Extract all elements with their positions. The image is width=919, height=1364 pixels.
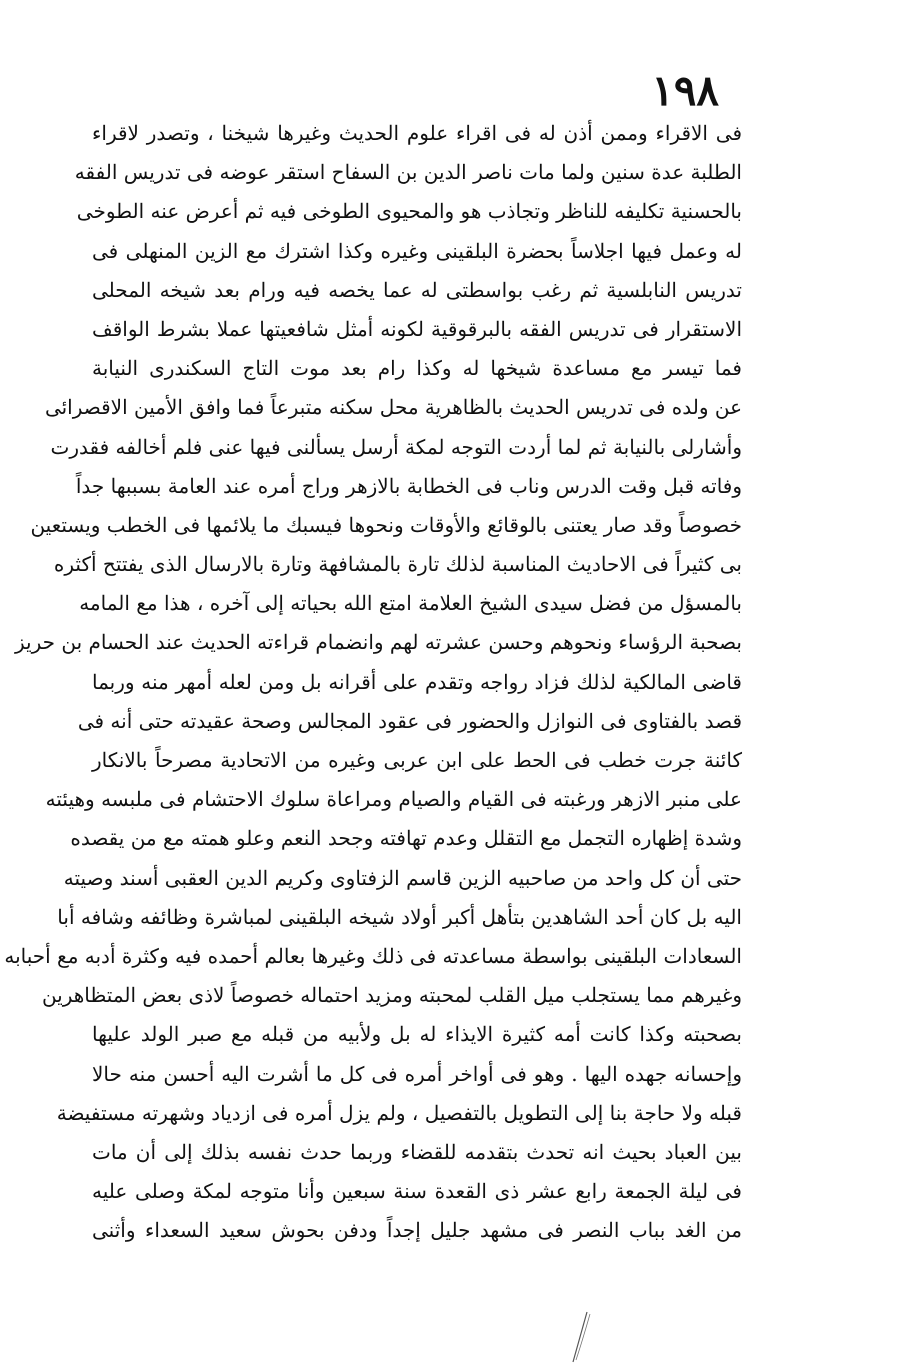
page-text-block [4,114,742,1250]
pen-stroke-mark [565,1310,595,1364]
text-line-7: فما تيسر مع مساعدة شيخها له وكذا رام بعد موت التاج السكندرى النيابة [92,356,742,381]
text-line-10: وفاته قبل وقت الدرس وناب فى الخطابة بالازهر وراج أمره عند العامة بسببها جداً [75,473,742,498]
text-line-19: وشدة إظهاره التجمل مع التقلل وعدم تهافته وجحد النعم وعلو همته مع من يقصده [70,826,742,851]
text-line-3: بالحسنية تكليفه للناظر وتجاذب هو والمحيوى الطوخى فيه ثم أعرض عنه الطوخى [76,199,742,224]
text-line-14: بصحبة الرؤساء ونحوهم وحسن عشرته لهم وانضمام قراءته الحديث عند الحسام بن حريز [14,630,742,655]
text-line-21: اليه بل كان أحد الشاهدين بتأهل أكبر أولاد شيخه البلقينى لمباشرة وظائفه وشافه أبا [57,904,742,929]
text-line-12: بى كثيراً فى الاحاديث المناسبة لذلك تارة بالمشافهة وتارة بالارسال الذى يفتتح أكثره [53,552,742,577]
text-line-5: تدريس النابلسية ثم رغب بواسطتى له عما يخصه فيه ورام بعد شيخه المحلى [92,277,742,302]
text-line-11: خصوصاً وقد صار يعتنى بالوقائع والأوقات ونحوها فيسبك ما يلائمها فى الخطب ويستعين [30,512,742,537]
text-line-4: له وعمل فيها اجلاساً بحضرة البلقينى وغيره وكذا اشترك مع الزين المنهلى فى [92,238,742,263]
text-line-22: السعادات البلقينى بواسطة مساعدته فى ذلك وغيرها بعالم أحمده فيه وكثرة أدبه مع أحبابه [4,943,742,968]
text-line-23: وغيرهم مما يستجلب ميل القلب لمحبته ومزيد احتماله خصوصاً لاذى بعض المتظاهرين [41,983,742,1008]
page-number: ١٩٨ [651,66,719,115]
text-line-27: بين العباد بحيث انه تحدث بتقدمه للقضاء وربما حدث نفسه بذلك إلى أن مات [92,1139,742,1164]
text-line-15: قاضى المالكية لذلك فزاد رواجه وتقدم على أقرانه بل ومن لعله أمهر منه وربما [92,669,742,694]
text-line-18: على منبر الازهر ورغبته فى القيام والصيام ومراعاة سلوك الاحتشام فى ملبسه وهيئته [45,787,742,812]
text-line-20: حتى أن كل واحد من صاحبيه الزين قاسم الزفتاوى وكريم الدين العقبى أسند وصيته [63,865,742,890]
text-line-8: عن ولده فى تدريس الحديث بالظاهرية محل سكنه متبرعاً فما وافق الأمين الاقصرائى [44,395,742,420]
text-line-26: قبله ولا حاجة بنا إلى التطويل بالتفصيل ، ولم يزل أمره فى ازدياد وشهرته مستفيضة [56,1100,742,1125]
text-line-9: وأشارلى بالنيابة ثم لما أردت التوجه لمكة أرسل يسألنى فيها عنى فلم أخالفه فقدرت [50,434,742,459]
text-line-6: الاستقرار فى تدريس الفقه بالبرقوقية لكونه أمثل شافعيتها عملا بشرط الواقف [92,316,742,341]
text-line-24: بصحبته وكذا كانت أمه كثيرة الايذاء له بل ولأبيه من قبله مع صبر الولد عليها [92,1022,742,1047]
text-line-29: من الغد بباب النصر فى مشهد جليل إجداً ودفن بحوش سعيد السعداء وأثنى [92,1218,742,1243]
text-line-16: قصد بالفتاوى فى النوازل والحضور فى عقود المجالس وصحة عقيدته حتى أنه فى [77,708,742,733]
text-line-1: فى الاقراء وممن أذن له فى اقراء علوم الحديث وغيرها شيخنا ، وتصدر لاقراء [92,121,742,145]
text-line-2: الطلبة عدة سنين ولما مات ناصر الدين بن السفاح استقر عوضه فى تدريس الفقه [74,160,742,185]
text-line-13: بالمسؤل من فضل سيدى الشيخ العلامة امتع الله بحياته إلى آخره ، هذا مع المامه [79,591,742,616]
text-line-28: فى ليلة الجمعة رابع عشر ذى القعدة سنة سبعين وأنا متوجه لمكة وصلى عليه [92,1179,742,1204]
text-line-17: كائنة جرت خطب فى الحط على ابن عربى وغيره من الاتحادية مصرحاً بالانكار [92,748,742,772]
text-line-25: وإحسانه جهده اليها . وهو فى أواخر أمره فى كل ما أشرت اليه أحسن منه حالا [92,1061,742,1086]
